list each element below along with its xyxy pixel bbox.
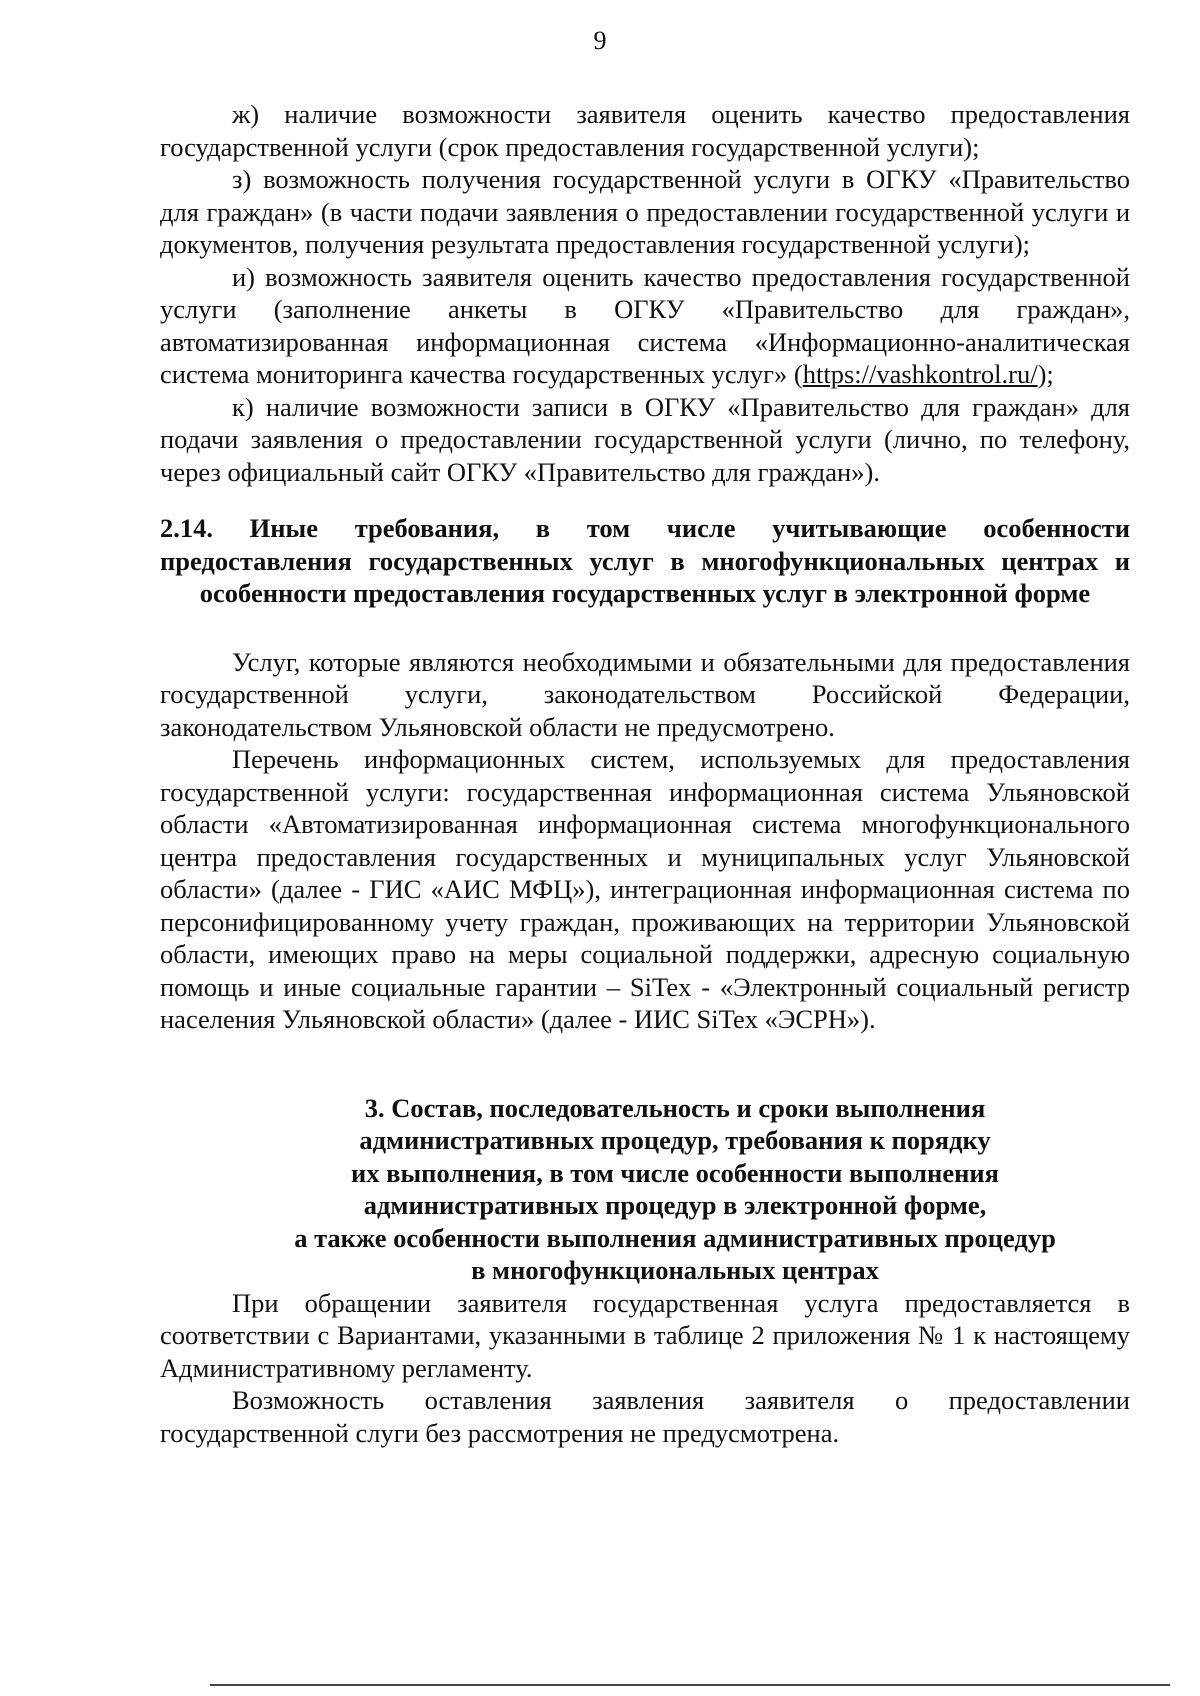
section-3-heading-line: в многофункциональных центрах	[471, 1255, 879, 1285]
section-3-heading-line: 3. Состав, последовательность и сроки выполнения	[364, 1092, 986, 1123]
paragraph-variants: При обращении заявителя государственная услуга предоставляется в соответствии с Вариантами, указанными в таблице 2 приложения № 1 к настоящему Административному регламенту.	[160, 1287, 1130, 1383]
paragraph-no-rejection: Возможность оставления заявления заявителя о предоставлении государственной слуги без рассмотрения не предусмотрена.	[160, 1385, 1130, 1448]
section-2-14-heading	[160, 512, 1130, 610]
section-2-14-heading-rest: предоставления государственных услуг в многофункциональных центрах и особенности предоставления государственных услуг в электронной форме	[160, 545, 1130, 608]
section-2-14-heading-line1: 2.14. Иные требования, в том числе учитывающие особенности	[160, 513, 1130, 543]
section-2-14-body	[160, 646, 1130, 1036]
section-3-heading-line: административных процедур в электронной форме,	[363, 1190, 987, 1220]
section-3-heading-line: административных процедур, требования к порядку	[359, 1125, 991, 1155]
page-number: 9	[593, 26, 607, 55]
section-3-heading-line: а также особенности выполнения административных процедур	[294, 1222, 1056, 1253]
item-i	[160, 261, 1130, 391]
item-z: з) возможность получения государственной услуги в ОГКУ «Правительство для граждан» (в части подачи заявления о предоставлении государственной услуги и документов, получения результата предоставления государственной услуги);	[160, 164, 1130, 259]
vashkontrol-link[interactable]: https://vashkontrol.ru/	[802, 359, 1038, 389]
item-i-text: и) возможность заявителя оценить качество предоставления государственной услуги (заполнение анкеты в ОГКУ «Правительство для граждан», автоматизированная информационная система «Информационно-аналитическая система мониторинга качества государственных услуг» (	[160, 261, 1130, 389]
section-3-heading	[160, 1092, 1130, 1287]
bottom-rule	[210, 1684, 1170, 1686]
document-body	[160, 98, 1130, 1449]
item-zh: ж) наличие возможности заявителя оценить качество предоставления государственной услуги (срок предоставления государственной услуги);	[160, 99, 1130, 162]
paragraph-services: Услуг, которые являются необходимыми и обязательными для предоставления государственной услуги, законодательством Российской Федерации, законодательством Ульяновской области не предусмотрено.	[160, 646, 1130, 742]
paragraph-info-systems: Перечень информационных систем, используемых для предоставления государственной услуги: государственная информационная система Ульяновской области «Автоматизированная информационная система многофункционального центра предоставления государственных и муниципальных услуг Ульяновской области» (далее - ГИС «АИС МФЦ»), интеграционная информационная система по персонифицированному учету граждан, проживающих на территории Ульяновской области, имеющих право на меры социальной поддержки, адресную социальную помощь и иные социальные гарантии – SiTex - «Электронный социальный регистр населения Ульяновской области» (далее - ИИС SiTex «ЭСРН»).	[160, 744, 1130, 1034]
section-3-heading-line: их выполнения, в том числе особенности выполнения	[351, 1157, 999, 1188]
item-k: к) наличие возможности записи в ОГКУ «Правительство для граждан» для подачи заявления о предоставлении государственной услуги (лично, по телефону, через официальный сайт ОГКУ «Правительство для граждан»).	[160, 391, 1130, 487]
item-i-tail: );	[1037, 359, 1054, 389]
